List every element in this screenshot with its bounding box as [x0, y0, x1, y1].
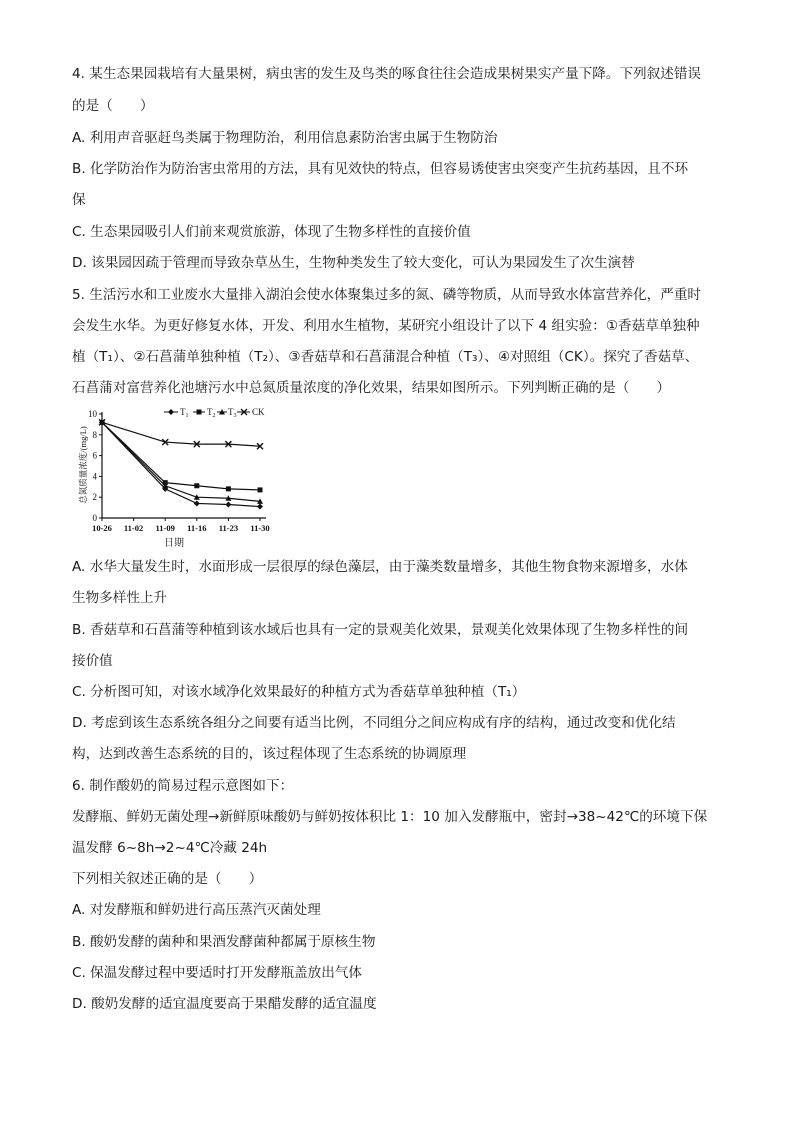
series-T₂ [100, 420, 263, 493]
y-tick-label: 10 [88, 409, 97, 419]
q5-option-b-line-1: B. 香菇草和石菖蒲等种植到该水域后也具有一定的景观美化效果，景观美化效果体现了生物多样性的间 [72, 622, 689, 638]
series-line [102, 422, 260, 506]
q6-question: 下列相关叙述正确的是（ ） [72, 871, 263, 887]
q5-option-d-line-2: 构，达到改善生态系统的目的，该过程体现了生态系统的协调原理 [72, 746, 467, 762]
chart-legend [164, 407, 265, 419]
legend-t2-marker [197, 410, 202, 415]
legend-ck-label: CK [252, 407, 265, 417]
q5-stem-line-4: 石菖蒲对富营养化池塘污水中总氮质量浓度的净化效果，结果如图所示。下列判断正确的是（ ） [72, 380, 671, 396]
q5-stem-line-3: 植（T₁）、②石菖蒲单独种植（T₂）、③香菇草和石菖蒲混合种植（T₃）、④对照组（CK）。探究了香菇草、 [72, 349, 699, 365]
series-line [102, 422, 260, 446]
data-point [226, 486, 231, 491]
q6-option-a: A. 对发酵瓶和鲜奶进行高压蒸汽灭菌处理 [72, 902, 321, 918]
q4-option-a: A. 利用声音驱赶鸟类属于物理防治，利用信息素防治害虫属于生物防治 [72, 130, 498, 146]
chart-series [99, 419, 263, 509]
nitrogen-chart [78, 405, 288, 553]
q6-process-line-2: 温发酵 6~8h→2~4℃冷藏 24h [72, 840, 268, 856]
legend-t1-marker [168, 409, 174, 415]
data-point [225, 501, 231, 507]
legend-t3-label: $T_3$ [228, 407, 237, 419]
chart-axes [102, 412, 266, 518]
x-tick-label: 11-02 [123, 523, 144, 533]
legend-t1-label: $T_1$ [180, 407, 189, 419]
q5-option-c: C. 分析图可知，对该水域净化效果最好的种植方式为香菇草单独种植（T₁） [72, 684, 526, 700]
chart-svg [78, 405, 288, 553]
x-tick-label: 11-16 [187, 523, 207, 533]
q4-stem-line-1: 4. 某生态果园栽培有大量果树，病虫害的发生及鸟类的啄食往往会造成果树果实产量下降。下列叙述错误 [72, 66, 702, 82]
data-point [257, 504, 263, 510]
q4-option-b-line-1: B. 化学防治作为防治害虫常用的方法，具有见效快的特点，但容易诱使害虫突变产生抗药基因，且不环 [72, 161, 689, 177]
series-T₃ [99, 419, 263, 504]
q5-stem-line-2: 会发生水华。为更好修复水体，开发、利用水生植物，某研究小组设计了以下 4 组实验：①香菇草单独种 [72, 318, 700, 334]
q5-option-b-line-2: 接价值 [72, 653, 113, 669]
series-T₁ [99, 419, 263, 509]
q5-stem-line-1: 5. 生活污水和工业废水大量排入湖泊会使水体聚集过多的氮、磷等物质，从而导致水体富营养化，严重时 [72, 287, 702, 303]
q4-stem-line-2: 的是（ ） [72, 98, 154, 114]
q5-option-a-line-2: 生物多样性上升 [72, 590, 168, 606]
data-point [194, 483, 199, 488]
q6-stem: 6. 制作酸奶的简易过程示意图如下： [72, 778, 294, 794]
x-tick-label: 11-23 [218, 523, 239, 533]
y-tick-label: 0 [92, 513, 97, 523]
x-axis-label: 日期 [164, 538, 184, 549]
q4-option-c: C. 生态果园吸引人们前来观赏旅游，体现了生物多样性的直接价值 [72, 224, 471, 240]
data-point [194, 500, 200, 506]
y-tick-label: 8 [92, 429, 97, 440]
x-tick-label: 11-30 [250, 523, 270, 533]
q5-option-d-line-1: D. 考虑到该生态系统各组分之间要有适当比例，不同组分之间应构成有序的结构，通过改变和优化结 [72, 715, 676, 731]
data-point [258, 487, 263, 492]
x-tick-label: 10-26 [92, 523, 112, 533]
series-line [102, 422, 260, 490]
q4-option-b-line-2: 保 [72, 192, 86, 208]
x-ticks [92, 518, 270, 533]
q4-option-d: D. 该果园因疏于管理而导致杂草丛生，生物种类发生了较大变化，可认为果园发生了次生演替 [72, 255, 635, 271]
legend-t2-label: $T_2$ [207, 407, 216, 419]
x-tick-label: 11-09 [155, 523, 175, 533]
q6-process-line-1: 发酵瓶、鲜奶无菌处理→新鲜原味酸奶与鲜奶按体积比 1：10 加入发酵瓶中，密封→38~42℃的环境下保 [72, 809, 708, 825]
q6-option-b: B. 酸奶发酵的菌种和果酒发酵菌种都属于原核生物 [72, 934, 376, 950]
y-tick-label: 6 [92, 450, 97, 461]
y-tick-label: 4 [92, 471, 97, 482]
q5-option-a-line-1: A. 水华大量发生时，水面形成一层很厚的绿色藻层，由于藻类数量增多，其他生物食物来源增多，水体 [72, 559, 688, 575]
y-ticks [88, 409, 102, 523]
q6-option-d: D. 酸奶发酵的适宜温度要高于果醋发酵的适宜温度 [72, 996, 377, 1012]
y-tick-label: 2 [92, 492, 97, 503]
q6-option-c: C. 保温发酵过程中要适时打开发酵瓶盖放出气体 [72, 965, 363, 981]
y-axis-label: 总氮质量浓度/(mg/L) [78, 426, 88, 504]
